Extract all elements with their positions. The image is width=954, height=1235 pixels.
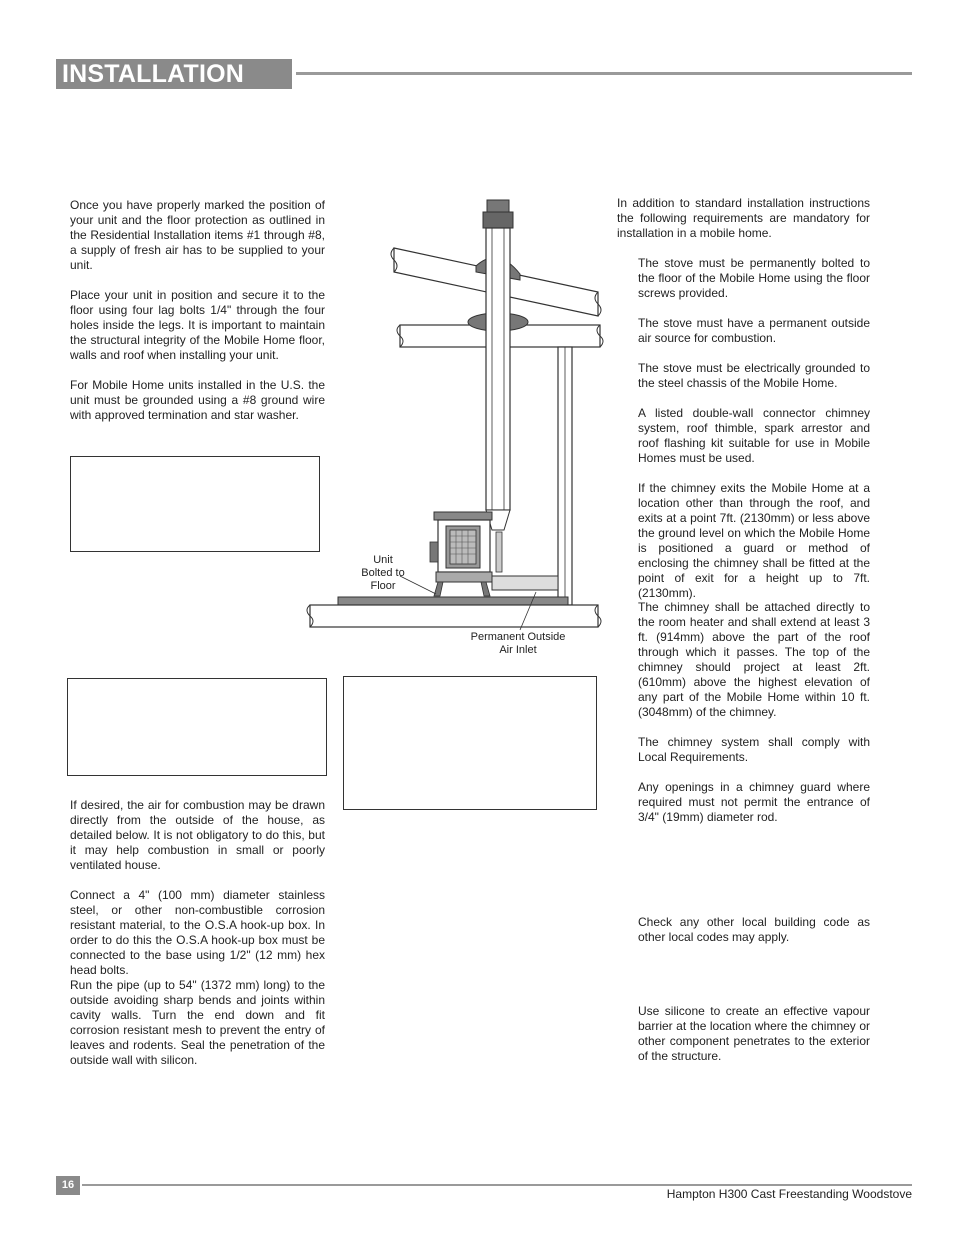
requirement-item: A listed double-wall connector chimney system, roof thimble, spark arrestor and roof flashing kit suitable for use in Mobile Homes must be used.	[638, 406, 870, 465]
footer-rule	[82, 1184, 912, 1186]
requirement-item: The stove must be electrically grounded to the steel chassis of the Mobile Home.	[638, 361, 870, 390]
paragraph-fresh-air: Once you have properly marked the position of your unit and the floor protection as outlined in the Residential Installation items #1 through #8, a supply of fresh air has to be supplied to your unit.	[70, 198, 325, 272]
floor-board	[310, 605, 598, 627]
chimney-cap-top	[487, 200, 509, 212]
requirement-item: The chimney shall be attached directly to the room heater and shall extend at least 3 ft. (914mm) above the part of the roof through which it passes. The top of the chimney should project at least 2ft. (610mm) above the highest elevation of any part of the Mobile Home within 10 ft. (3048mm) of the chimney.	[638, 600, 870, 719]
paragraph-connect-pipe: Connect a 4" (100 mm) diameter stainless steel, or other non-combustible corrosion resistant material, to the O.S.A hook-up box. In order to do this the O.S.A hook-up box must be connected to the base using 1/2" (12 mm) hex head bolts.	[70, 888, 325, 977]
paragraph-mobile-intro: In addition to standard installation instructions the following requirements are mandatory for installation in a mobile home.	[617, 196, 870, 240]
requirement-item: The stove must have a permanent outside air source for combustion.	[638, 316, 870, 345]
requirement-item: The chimney system shall comply with Local Requirements.	[638, 735, 870, 764]
requirement-item: Use silicone to create an effective vapour barrier at the location where the chimney or other component penetrates to the exterior of the structure.	[638, 1004, 870, 1063]
label-unit-line-2: Bolted to	[361, 567, 405, 579]
paragraph-grounding: For Mobile Home units installed in the U.S. the unit must be grounded using a #8 ground wire with approved termination and star washer.	[70, 378, 325, 422]
footer-product-name: Hampton H300 Cast Freestanding Woodstove	[666, 1187, 912, 1201]
paragraph-outside-air: If desired, the air for combustion may be drawn directly from the outside of the house, as detailed below. It is not obligatory to do this, but it may help combustion in small or poorly ventilated house.	[70, 798, 325, 872]
header-rule	[296, 72, 912, 75]
paragraph-secure-unit: Place your unit in position and secure it to the floor using four lag bolts 1/4" through the four holes inside the legs. It is important to maintain the structural integrity of the Mobile Home floor, walls and roof when installing your unit.	[70, 288, 325, 362]
mobile-home-installation-diagram	[300, 192, 605, 662]
empty-note-box-3	[343, 676, 597, 810]
label-unit-line-3: Floor	[370, 580, 396, 592]
label-air-line-2: Air Inlet	[499, 644, 537, 656]
label-unit-line-1: Unit	[373, 554, 393, 566]
leader-unit	[400, 576, 436, 594]
requirement-item: Any openings in a chimney guard where required must not permit the entrance of 3/4" (19mm) diameter rod.	[638, 780, 870, 824]
outside-air-duct	[492, 576, 558, 590]
requirement-item: Check any other local building code as other local codes may apply.	[638, 915, 870, 944]
paragraph-run-pipe: Run the pipe (up to 54" (1372 mm) long) to the outside avoiding sharp bends and joints within cavity walls. Turn the end down and fit corrosion resistant mesh to prevent the entry of leaves and rodents. Seal the penetration of the outside wall with silicon.	[70, 978, 325, 1067]
chimney-cap	[483, 212, 513, 228]
chimney-pipe	[486, 228, 510, 510]
requirement-item: If the chimney exits the Mobile Home at a location other than through the roof, and exits at a point 7ft. (2130mm) or less above the ground level on which the Mobile Home is positioned a guard or method of enclosing the chimney shall be fitted at the point of exit for a height up to 7ft. (2130mm).	[638, 481, 870, 600]
requirement-item: The stove must be permanently bolted to the floor of the Mobile Home using the floor screws provided.	[638, 256, 870, 300]
empty-note-box-1	[70, 456, 320, 552]
page-title: INSTALLATION	[62, 60, 245, 88]
label-air-line-1: Permanent Outside	[470, 631, 566, 643]
empty-note-box-2	[67, 678, 327, 776]
page-number: 16	[61, 1179, 75, 1191]
